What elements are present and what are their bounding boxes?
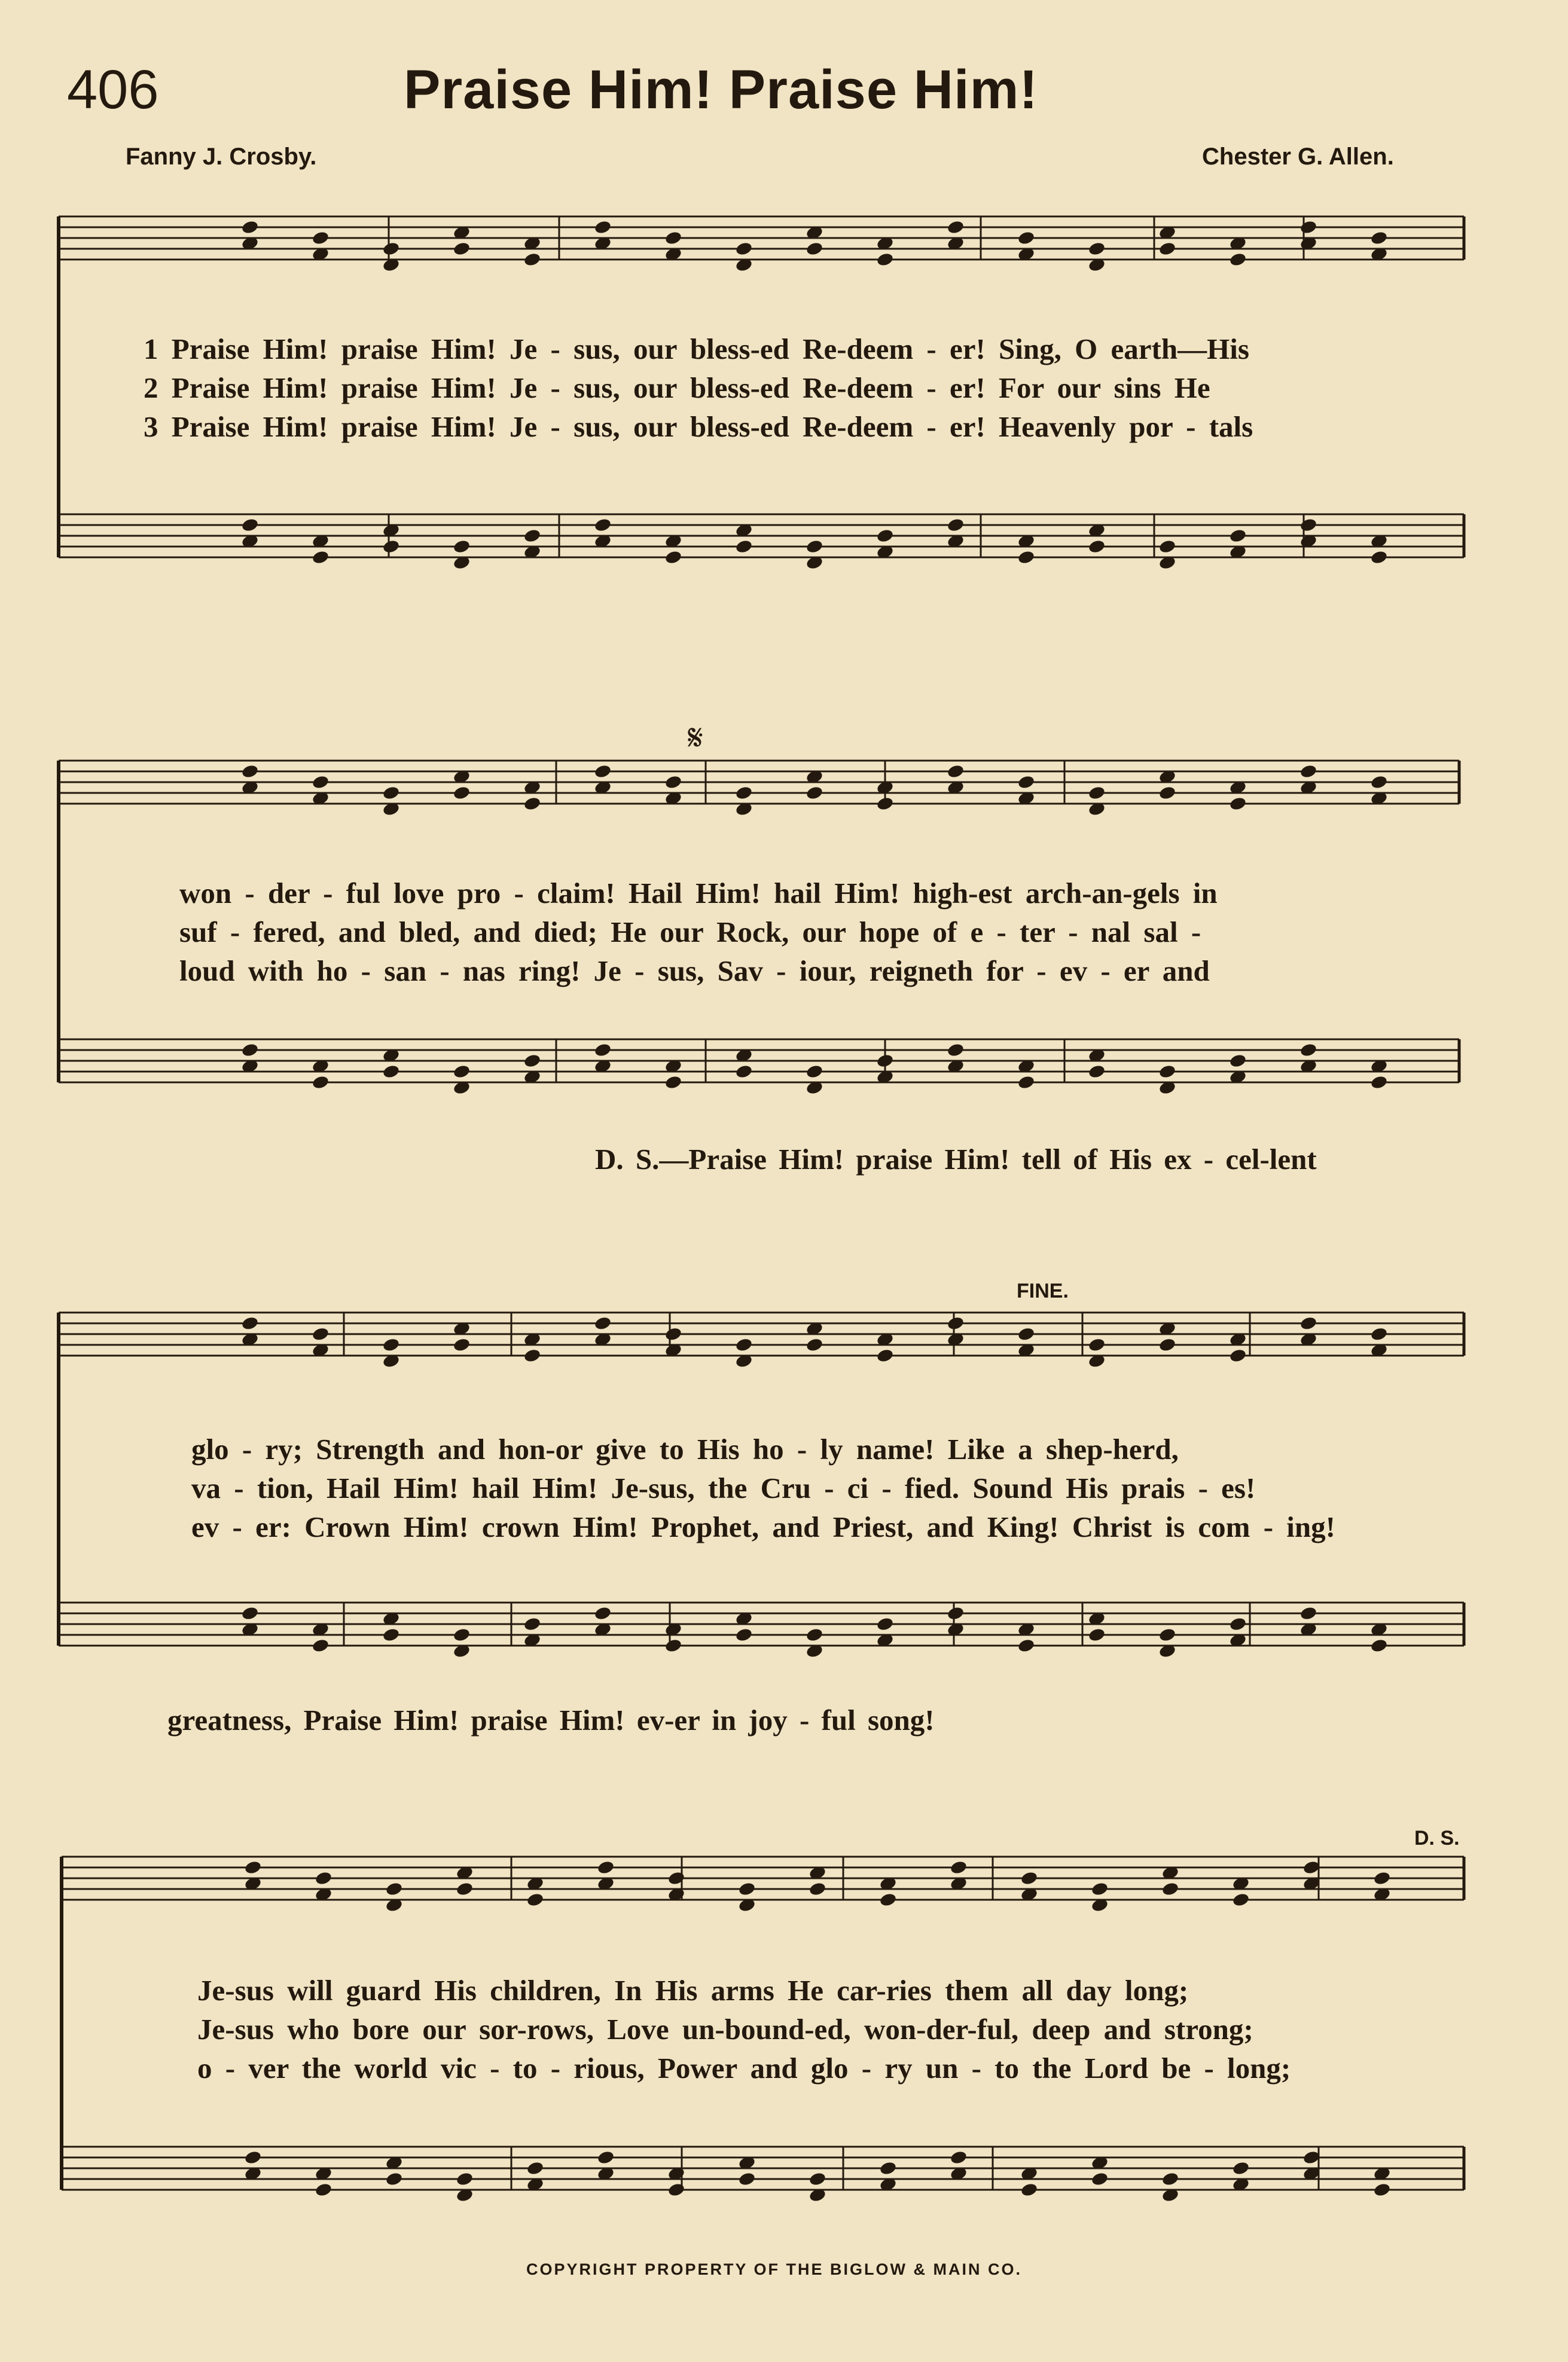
note-head [523,1616,542,1632]
note-head [950,1860,968,1875]
note-head [1088,1627,1106,1643]
verse-2-line-system-1: 2 Praise Him! praise Him! Je - sus, our bless-ed Re-deem - er! For our sins He [144,371,1210,404]
note-head [664,1638,683,1653]
verse-1-line-system-2: won - der - ful love pro - claim! Hail Him! hail Him! high-est arch-an-gels in [179,877,1218,910]
note-head [382,1064,401,1079]
note-head [1229,1053,1247,1069]
note-head [241,1316,260,1331]
note-head [947,517,965,533]
note-head [664,1326,683,1342]
note-head [453,1064,471,1079]
note-head [735,241,754,257]
note-head [526,1892,545,1908]
note-head [1158,1337,1177,1353]
note-head [385,2171,404,2187]
note-head [876,528,895,544]
note-head [735,1337,754,1353]
note-head [526,2160,545,2176]
note-head [947,1042,965,1058]
note-head [1161,1881,1180,1897]
note-head [664,550,683,565]
note-head [382,785,401,801]
note-head [1088,539,1106,554]
note-head [1299,517,1318,533]
note-head [594,517,612,533]
note-head [1161,2171,1180,2187]
note-head [947,1316,965,1331]
note-head [315,2182,333,2198]
note-head [876,1053,895,1069]
note-head [1017,1326,1036,1342]
note-head [1373,2182,1392,2198]
note-head [1370,1326,1389,1342]
note-head [879,1892,898,1908]
composer-credit: Chester G. Allen. [1202,144,1394,170]
note-head [456,1881,474,1897]
note-head [1229,796,1247,811]
verse-2-line-system-2: suf - fered, and bled, and died; He our Rock, our hope of e - ter - nal sal - [179,915,1201,948]
verse-3-line-system-2: loud with ho - san - nas ring! Je - sus, Sav - iour, reigneth for - ev - er and [179,954,1210,987]
note-head [809,1881,827,1897]
note-head [1158,1064,1177,1079]
note-head [1229,252,1247,267]
note-head [667,1870,686,1886]
note-head [1091,2171,1109,2187]
ds-refrain-line-2: greatness, Praise Him! praise Him! ev-er in joy - ful song! [167,1704,935,1737]
note-head [806,539,824,554]
note-head [456,2171,474,2187]
note-head [1017,550,1036,565]
note-head [1229,528,1247,544]
note-head [947,1606,965,1621]
note-head [1370,1638,1389,1653]
note-head [594,1042,612,1058]
note-head [1017,774,1036,790]
note-head [664,774,683,790]
note-head [382,539,401,554]
note-head [735,1064,754,1079]
note-head [241,517,260,533]
note-head [735,539,754,554]
note-head [1373,1870,1392,1886]
verse-2-line-system-4: Je-sus who bore our sor-rows, Love un-bound-ed, won-der-ful, deep and strong; [197,2013,1253,2046]
note-head [241,1042,260,1058]
note-head [312,1075,330,1090]
note-head [738,2171,756,2187]
note-head [1229,1348,1247,1363]
note-head [523,1348,542,1363]
note-head [244,2150,263,2165]
note-head [315,1870,333,1886]
note-head [735,1627,754,1643]
hymn-number: 406 [67,59,159,120]
note-head [312,1326,330,1342]
note-head [523,252,542,267]
note-head [1299,1042,1318,1058]
note-head [1088,1337,1106,1353]
fine-marking: FINE. [1017,1280,1069,1302]
verse-1-line-system-1: 1 Praise Him! praise Him! Je - sus, our bless-ed Re-deem - er! Sing, O earth—His [144,332,1249,365]
note-head [1370,1075,1389,1090]
note-head [594,219,612,235]
verse-1-line-system-3: glo - ry; Strength and hon-or give to His ho - ly name! Like a shep-herd, [191,1433,1179,1466]
note-head [1017,1075,1036,1090]
lyricist-credit: Fanny J. Crosby. [126,144,317,170]
note-head [667,2182,686,2198]
note-head [809,2171,827,2187]
note-head [947,219,965,235]
copyright-notice: COPYRIGHT PROPERTY OF THE BIGLOW & MAIN CO. [526,2260,1023,2278]
note-head [1158,241,1177,257]
note-head [1158,539,1177,554]
note-head [1020,2182,1039,2198]
note-head [664,230,683,246]
note-head [523,796,542,811]
note-head [1299,1606,1318,1621]
note-head [947,764,965,779]
verse-3-line-system-1: 3 Praise Him! praise Him! Je - sus, our bless-ed Re-deem - er! Heavenly por - tals [144,410,1253,443]
note-head [876,1348,895,1363]
note-head [453,241,471,257]
note-head [594,1316,612,1331]
note-head [1017,230,1036,246]
note-head [876,1616,895,1632]
note-head [1370,774,1389,790]
verse-2-line-system-3: va - tion, Hail Him! hail Him! Je-sus, the Cru - ci - fied. Sound His prais - es! [191,1472,1256,1505]
note-head [594,764,612,779]
verse-3-line-system-4: o - ver the world vic - to - rious, Power and glo - ry un - to the Lord be - long; [197,2052,1291,2085]
note-head [879,2160,898,2176]
note-head [1158,785,1177,801]
note-head [806,785,824,801]
note-head [1091,1881,1109,1897]
note-head [382,241,401,257]
ds-marking: D. S. [1414,1827,1460,1850]
note-head [312,550,330,565]
note-head [597,1860,615,1875]
note-head [382,1627,401,1643]
note-head [738,1881,756,1897]
note-head [1088,785,1106,801]
note-head [876,796,895,811]
note-head [1017,1638,1036,1653]
note-head [241,1606,260,1621]
note-head [806,241,824,257]
note-head [806,1064,824,1079]
note-head [1158,1627,1177,1643]
note-head [1229,1616,1247,1632]
note-head [597,2150,615,2165]
note-head [1299,1316,1318,1331]
note-head [453,539,471,554]
note-head [312,1638,330,1653]
note-head [876,252,895,267]
verse-3-line-system-3: ev - er: Crown Him! crown Him! Prophet, and Priest, and King! Christ is com - ing! [191,1510,1335,1543]
note-head [1088,241,1106,257]
note-head [312,774,330,790]
note-head [1020,1870,1039,1886]
note-head [453,785,471,801]
note-head [241,764,260,779]
note-head [523,528,542,544]
note-head [382,1337,401,1353]
hymn-title: Praise Him! Praise Him! [404,59,1039,120]
note-head [735,785,754,801]
note-head [806,1627,824,1643]
note-head [1299,219,1318,235]
note-head [453,1627,471,1643]
note-head [385,1881,404,1897]
note-head [1299,764,1318,779]
note-head [1232,2160,1250,2176]
note-head [244,1860,263,1875]
note-head [453,1337,471,1353]
note-head [1088,1064,1106,1079]
note-head [523,1053,542,1069]
segno-sign: 𝄋 [688,718,703,758]
note-head [1232,1892,1250,1908]
note-head [1370,230,1389,246]
note-head [950,2150,968,2165]
verse-1-line-system-4: Je-sus will guard His children, In His arms He car-ries them all day long; [197,1974,1189,2007]
note-head [1370,550,1389,565]
note-head [312,230,330,246]
note-head [594,1606,612,1621]
note-head [806,1337,824,1353]
note-head [241,219,260,235]
ds-refrain-line-1: D. S.—Praise Him! praise Him! tell of His ex - cel-lent [595,1143,1317,1176]
note-head [664,1075,683,1090]
